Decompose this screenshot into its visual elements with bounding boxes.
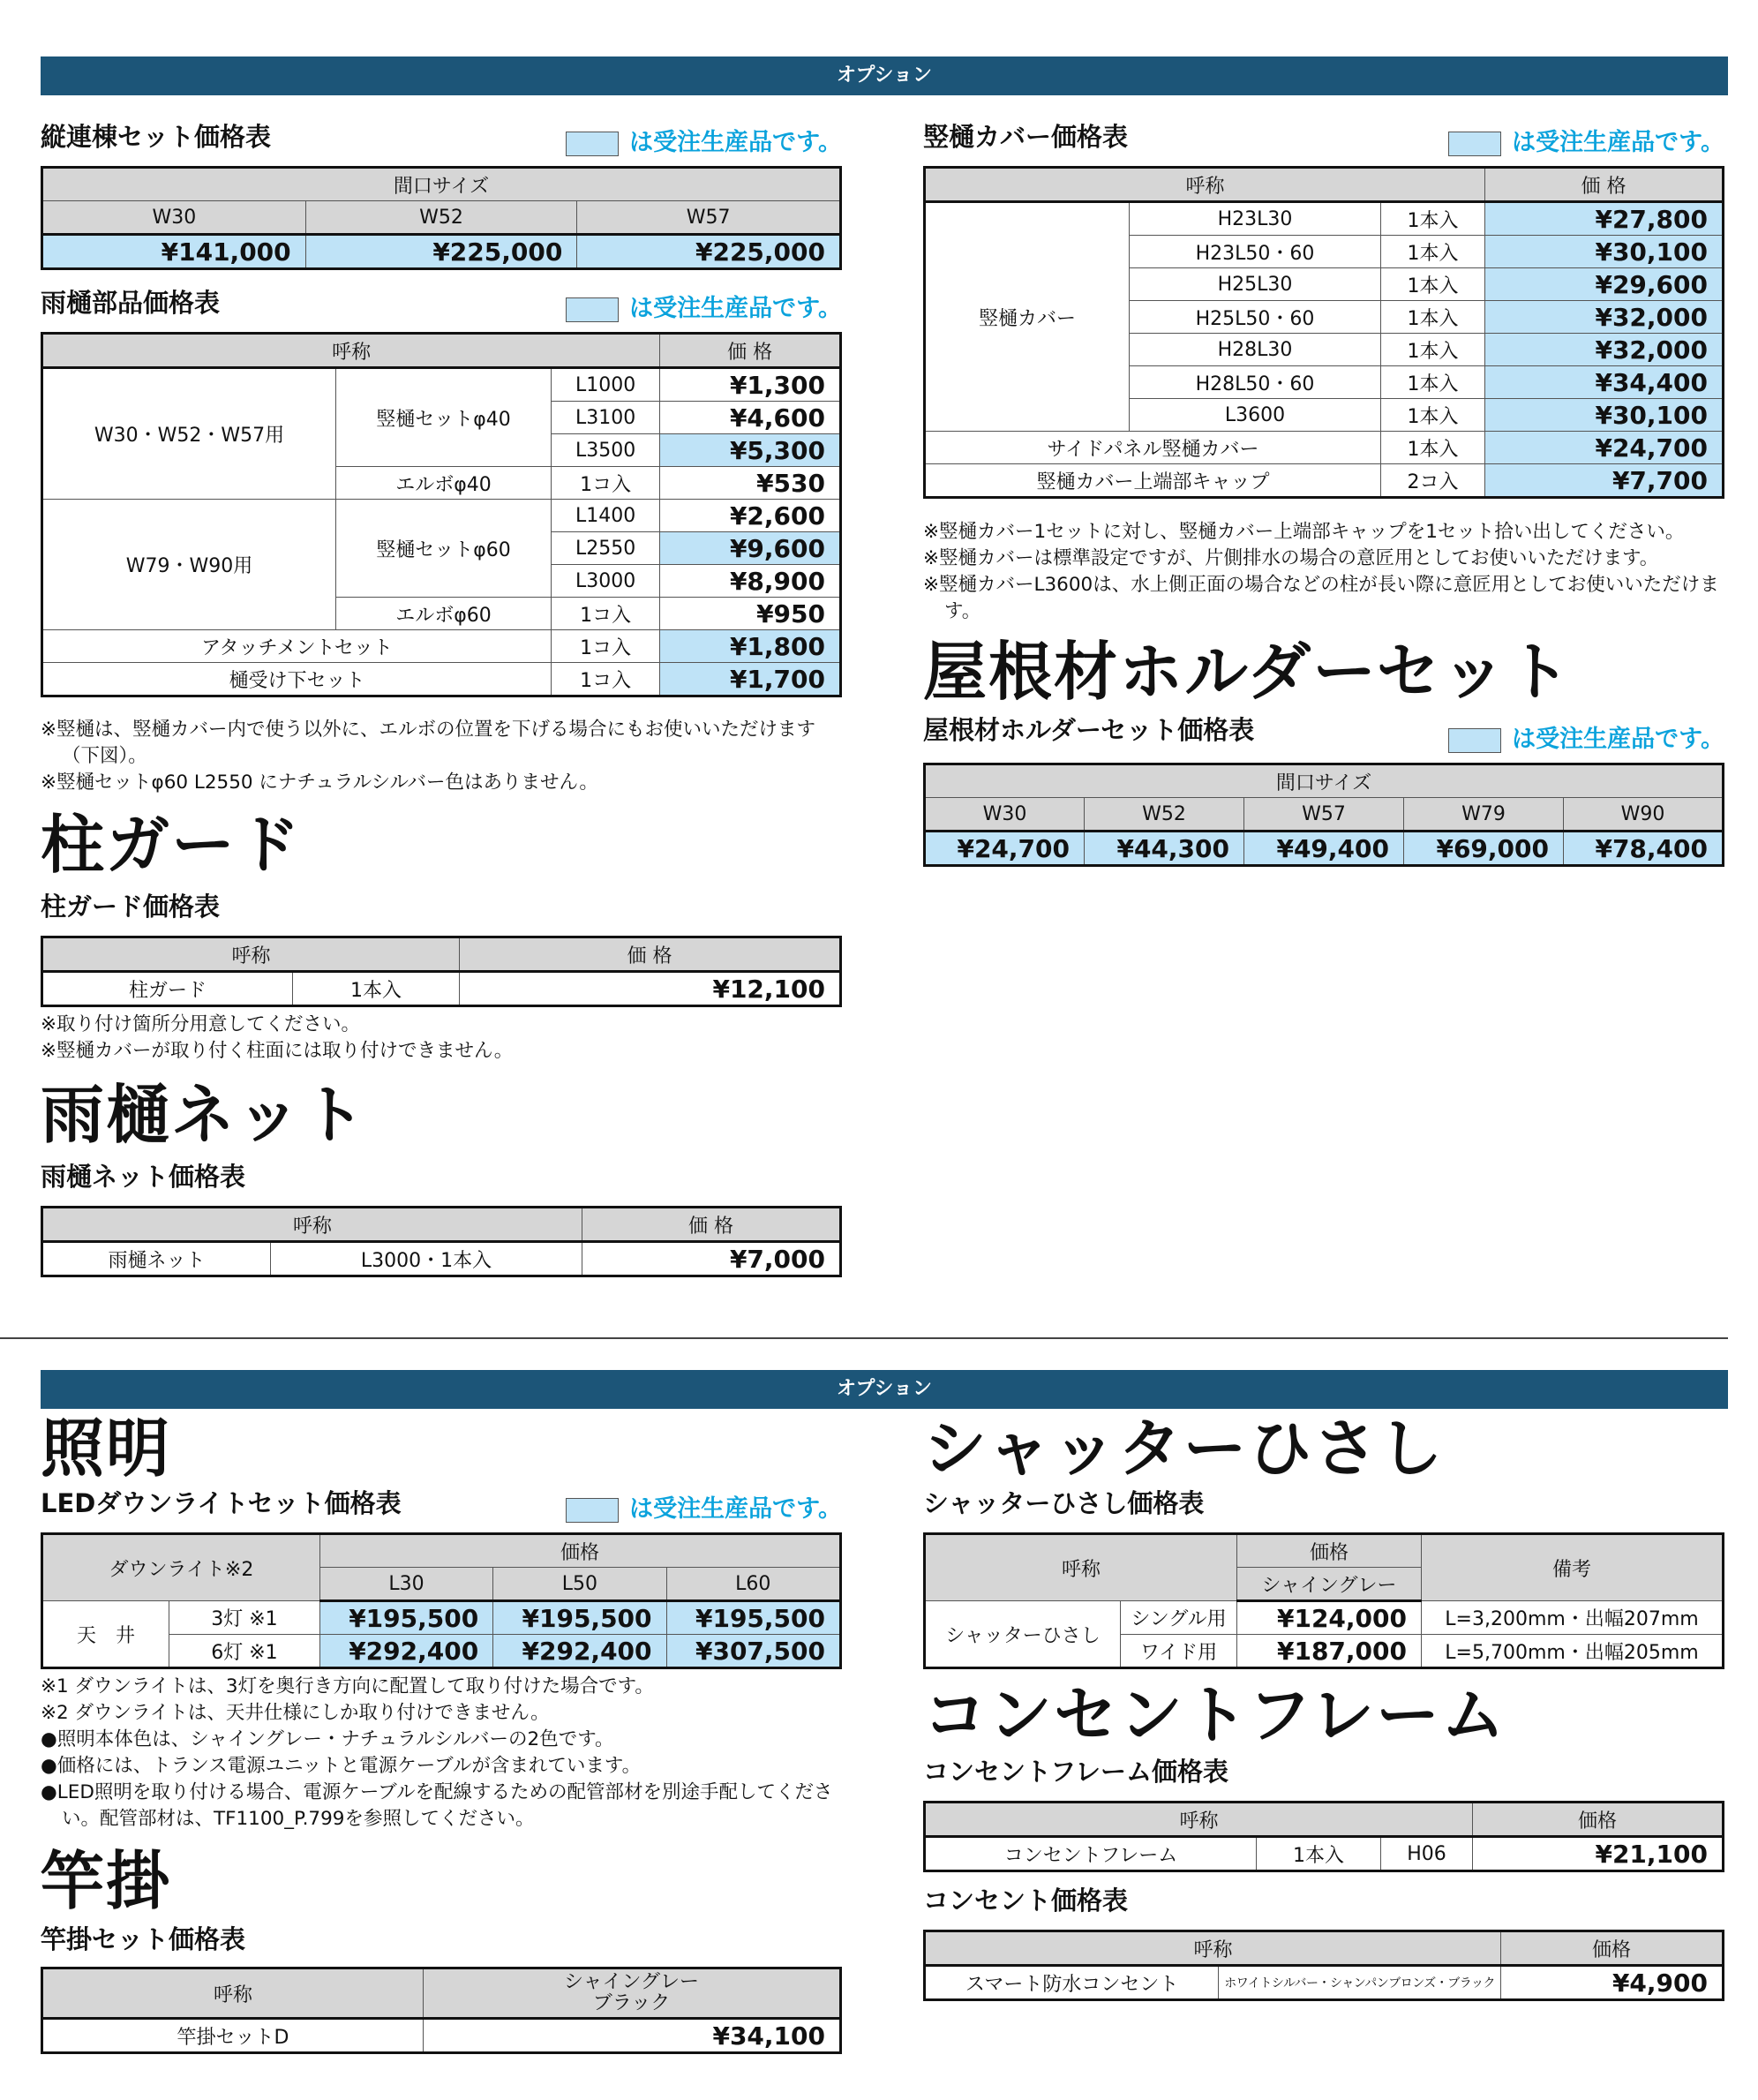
size-cell: L2550 [551, 532, 659, 565]
order-swatch [1448, 728, 1501, 753]
col-header: W52 [305, 201, 577, 235]
price-cell: ¥12,100 [460, 972, 841, 1006]
col-header: L30 [319, 1568, 492, 1601]
item-cell: 竿掛セットD [42, 2019, 424, 2053]
qty-cell: 2コ入 [1381, 464, 1485, 498]
group-header: 間口サイズ [925, 764, 1724, 798]
qty-cell: 1本入 [1381, 334, 1485, 366]
item-cell: サイドパネル竪樋カバー [925, 432, 1381, 464]
order-swatch [566, 297, 619, 322]
price-cell: ¥49,400 [1244, 832, 1404, 866]
price-header: 価格 [1501, 1931, 1724, 1966]
note: ※竪樋セットφ60 L2550 にナチュラルシルバー色はありません。 [41, 772, 598, 794]
note: ※2 ダウンライトは、天井仕様にしか取り付けできません。 [41, 1702, 550, 1724]
group-cell: W30・W52・W57用 [42, 368, 336, 500]
price-cell: ¥195,500 [493, 1601, 666, 1635]
downlight-header: ダウンライト※2 [42, 1534, 320, 1601]
note-cell: L=3,200mm・出幅207mm [1422, 1601, 1724, 1635]
item-cell: エルボφ40 [336, 467, 552, 500]
price-cell: ¥30,100 [1485, 399, 1724, 432]
item-cell: 竪樋カバー上端部キャップ [925, 464, 1381, 498]
price-cell: ¥195,500 [666, 1601, 840, 1635]
note: ※取り付け箇所分用意してください。 [41, 1013, 361, 1035]
qty-cell: 1コ入 [551, 467, 659, 500]
name-header: 呼称 [925, 1931, 1501, 1966]
section-divider [0, 1337, 1728, 1339]
price-cell: ¥141,000 [42, 235, 306, 269]
col-header: W30 [925, 798, 1085, 832]
item-cell: H28L50・60 [1130, 366, 1381, 399]
hashira-notes [41, 1012, 842, 1065]
col-header: W57 [577, 201, 841, 235]
yane-heading: 屋根材ホルダーセット [923, 635, 1573, 709]
qty-cell: 1本入 [1381, 236, 1485, 268]
qty-cell: 1本入 [1381, 366, 1485, 399]
tate-table [41, 166, 842, 270]
frame-title: コンセントフレーム価格表 [923, 1757, 1228, 1787]
price-cell: ¥7,000 [582, 1242, 841, 1276]
qty-cell: 1本入 [1381, 268, 1485, 301]
shutter-table [923, 1532, 1724, 1669]
price-cell: ¥4,900 [1501, 1966, 1724, 2000]
price-header: 価 格 [582, 1208, 841, 1242]
price-cell: ¥225,000 [305, 235, 577, 269]
note: ●照明本体色は、シャイングレー・ナチュラルシルバーの2色です。 [41, 1728, 614, 1750]
amadoi-title: 雨樋部品価格表 [41, 288, 221, 318]
item-cell: 竪樋セットφ40 [336, 368, 552, 467]
note: ※竪樋カバーは標準設定ですが、片側排水の場合の意匠用としてお使いいただけます。 [923, 547, 1659, 569]
hashira-table [41, 936, 842, 1007]
price-cell: ¥34,100 [424, 2019, 841, 2053]
note: ※竪樋カバーが取り付く柱面には取り付けできません。 [41, 1040, 514, 1062]
qty-cell: 1本入 [1381, 399, 1485, 432]
price-cell: ¥21,100 [1473, 1837, 1724, 1871]
name-header: 呼称 [42, 1208, 582, 1242]
item-cell: 樋受け下セット [42, 663, 552, 696]
price-cell: ¥44,300 [1085, 832, 1244, 866]
qty-cell: 1コ入 [551, 598, 659, 630]
note: ●価格には、トランス電源ユニットと電源ケーブルが含まれています。 [41, 1755, 642, 1777]
item-cell: L3600 [1130, 399, 1381, 432]
price-cell: ¥292,400 [319, 1635, 492, 1668]
type-cell: シングル用 [1121, 1601, 1237, 1635]
outlet-title: コンセント価格表 [923, 1885, 1129, 1916]
count-cell: 3灯 ※1 [169, 1601, 320, 1635]
order-swatch [566, 132, 619, 156]
item-cell: 雨樋ネット [42, 1242, 271, 1276]
light-heading: 照明 [41, 1411, 172, 1486]
col-header: L60 [666, 1568, 840, 1601]
count-cell: 6灯 ※1 [169, 1635, 320, 1668]
size-cell: L3100 [551, 402, 659, 434]
sao-table [41, 1967, 842, 2054]
option-band-bottom: オプション [41, 1370, 1728, 1409]
qty-cell: L3000・1本入 [271, 1242, 582, 1276]
item-cell: H25L50・60 [1130, 301, 1381, 334]
note: ※1 ダウンライトは、3灯を奥行き方向に配置して取り付けた場合です。 [41, 1675, 654, 1697]
order-swatch [566, 1498, 619, 1523]
price-cell: ¥1,800 [660, 630, 841, 663]
price-cell: ¥24,700 [925, 832, 1085, 866]
price-cell: ¥950 [660, 598, 841, 630]
name-header: 呼称 [42, 937, 460, 972]
yane-title: 屋根材ホルダーセット価格表 [923, 715, 1255, 745]
order-legend: は受注生産品です。 [1448, 726, 1724, 754]
note: ※竪樋カバーL3600は、水上側正面の場合などの柱が長い際に意匠用としてお使いいただけます。 [923, 574, 1719, 622]
qty-cell: 1本入 [1381, 432, 1485, 464]
option-band-top: オプション [41, 56, 1728, 95]
tatecover-title: 竪樋カバー価格表 [923, 122, 1129, 152]
group-cell: 竪樋カバー [925, 202, 1130, 432]
name-header: 呼称 [42, 1968, 424, 2019]
price-cell: ¥32,000 [1485, 334, 1724, 366]
shutter-heading: シャッターひさし [923, 1411, 1445, 1486]
item-cell: エルボφ60 [336, 598, 552, 630]
order-legend: は受注生産品です。 [566, 129, 842, 157]
item-cell: コンセントフレーム [925, 1837, 1257, 1871]
price-cell: ¥124,000 [1237, 1601, 1422, 1635]
light-title: LEDダウンライトセット価格表 [41, 1488, 402, 1518]
color-header: シャイングレー [563, 1971, 700, 1993]
note: ※竪樋カバー1セットに対し、竪樋カバー上端部キャップを1セット拾い出してください。 [923, 521, 1685, 543]
type-cell: ワイド用 [1121, 1635, 1237, 1668]
frame-table [923, 1801, 1724, 1872]
price-cell: ¥30,100 [1485, 236, 1724, 268]
price-cell: ¥2,600 [660, 500, 841, 532]
price-header: 価 格 [460, 937, 841, 972]
tatecover-table [923, 166, 1724, 499]
color-header: シャイングレー [1237, 1568, 1422, 1601]
name-header: 呼称 [925, 168, 1485, 202]
order-swatch [1448, 132, 1501, 156]
tatecover-notes [923, 519, 1724, 625]
note: ※竪樋は、竪樋カバー内で使う以外に、エルボの位置を下げる場合にもお使いいただけます（下図）。 [41, 719, 816, 767]
col-header: L50 [493, 1568, 666, 1601]
order-legend: は受注生産品です。 [566, 295, 842, 323]
shutter-title: シャッターひさし価格表 [923, 1488, 1205, 1518]
price-cell: ¥5,300 [660, 434, 841, 467]
size-cell: L3500 [551, 434, 659, 467]
name-header: 呼称 [925, 1534, 1237, 1601]
item-cell: 竪樋セットφ60 [336, 500, 552, 598]
color-cell: ホワイトシルバー・シャンパンブロンズ・ブラック [1219, 1966, 1501, 2000]
code-cell: H06 [1381, 1837, 1473, 1871]
qty-cell: 1本入 [1257, 1837, 1381, 1871]
price-cell: ¥195,500 [319, 1601, 492, 1635]
price-cell: ¥530 [660, 467, 841, 500]
item-cell: H23L50・60 [1130, 236, 1381, 268]
price-cell: ¥225,000 [577, 235, 841, 269]
price-header: 価格 [1237, 1534, 1422, 1568]
price-header: 価格 [319, 1534, 840, 1568]
qty-cell: 1コ入 [551, 630, 659, 663]
price-cell: ¥69,000 [1404, 832, 1564, 866]
group-cell: W79・W90用 [42, 500, 336, 630]
order-legend: は受注生産品です。 [1448, 129, 1724, 157]
item-cell: H23L30 [1130, 202, 1381, 236]
size-cell: L1000 [551, 368, 659, 402]
name-header: 呼称 [925, 1803, 1473, 1837]
qty-cell: 1本入 [1381, 202, 1485, 236]
color-header: ブラック [592, 1992, 671, 2014]
amadoi-table [41, 332, 842, 697]
qty-cell: 1本入 [1381, 301, 1485, 334]
price-header: 価 格 [1485, 168, 1724, 202]
price-cell: ¥7,700 [1485, 464, 1724, 498]
group-header: 間口サイズ [42, 168, 841, 201]
name-header: 呼称 [42, 334, 660, 368]
note: ●LED照明を取り付ける場合、電源ケーブルを配線するための配管部材を別途手配してください。配管部材は、TF1100_P.799を参照してください。 [41, 1781, 833, 1830]
item-cell: シャッターひさし [925, 1601, 1121, 1668]
hashira-title: 柱ガード価格表 [41, 892, 221, 922]
yane-table [923, 763, 1724, 867]
price-cell: ¥1,700 [660, 663, 841, 696]
amadoi-notes [41, 717, 842, 796]
price-cell: ¥4,600 [660, 402, 841, 434]
sao-title: 竿掛セット価格表 [41, 1924, 246, 1954]
col-header: W30 [42, 201, 306, 235]
price-cell: ¥32,000 [1485, 301, 1724, 334]
size-cell: L1400 [551, 500, 659, 532]
size-cell: L3000 [551, 565, 659, 598]
net-table [41, 1206, 842, 1277]
place-cell: 天 井 [42, 1601, 169, 1668]
item-cell: H28L30 [1130, 334, 1381, 366]
frame-heading: コンセントフレーム [923, 1678, 1506, 1752]
col-header: W90 [1564, 798, 1724, 832]
item-cell: H25L30 [1130, 268, 1381, 301]
price-header: 価 格 [660, 334, 841, 368]
sao-heading: 竿掛 [41, 1844, 172, 1918]
price-cell: ¥27,800 [1485, 202, 1724, 236]
price-header: 価格 [1473, 1803, 1724, 1837]
price-cell: ¥292,400 [493, 1635, 666, 1668]
price-cell: ¥187,000 [1237, 1635, 1422, 1668]
item-cell: スマート防水コンセント [925, 1966, 1219, 2000]
price-cell: ¥8,900 [660, 565, 841, 598]
note-header: 備考 [1422, 1534, 1724, 1601]
order-legend: は受注生産品です。 [566, 1495, 842, 1524]
price-cell: ¥1,300 [660, 368, 841, 402]
net-heading: 雨樋ネット [41, 1078, 368, 1152]
price-cell: ¥29,600 [1485, 268, 1724, 301]
item-cell: アタッチメントセット [42, 630, 552, 663]
qty-cell: 1本入 [293, 972, 460, 1006]
light-notes [41, 1674, 842, 1833]
tate-title: 縦連棟セット価格表 [41, 122, 272, 152]
note-cell: L=5,700mm・出幅205mm [1422, 1635, 1724, 1668]
price-cell: ¥307,500 [666, 1635, 840, 1668]
hashira-heading: 柱ガード [41, 808, 303, 882]
col-header: W52 [1085, 798, 1244, 832]
net-title: 雨樋ネット価格表 [41, 1162, 246, 1192]
outlet-table [923, 1930, 1724, 2001]
price-cell: ¥78,400 [1564, 832, 1724, 866]
qty-cell: 1コ入 [551, 663, 659, 696]
price-cell: ¥9,600 [660, 532, 841, 565]
price-cell: ¥34,400 [1485, 366, 1724, 399]
item-cell: 柱ガード [42, 972, 293, 1006]
col-header: W79 [1404, 798, 1564, 832]
col-header: W57 [1244, 798, 1404, 832]
price-cell: ¥24,700 [1485, 432, 1724, 464]
light-table [41, 1532, 842, 1669]
